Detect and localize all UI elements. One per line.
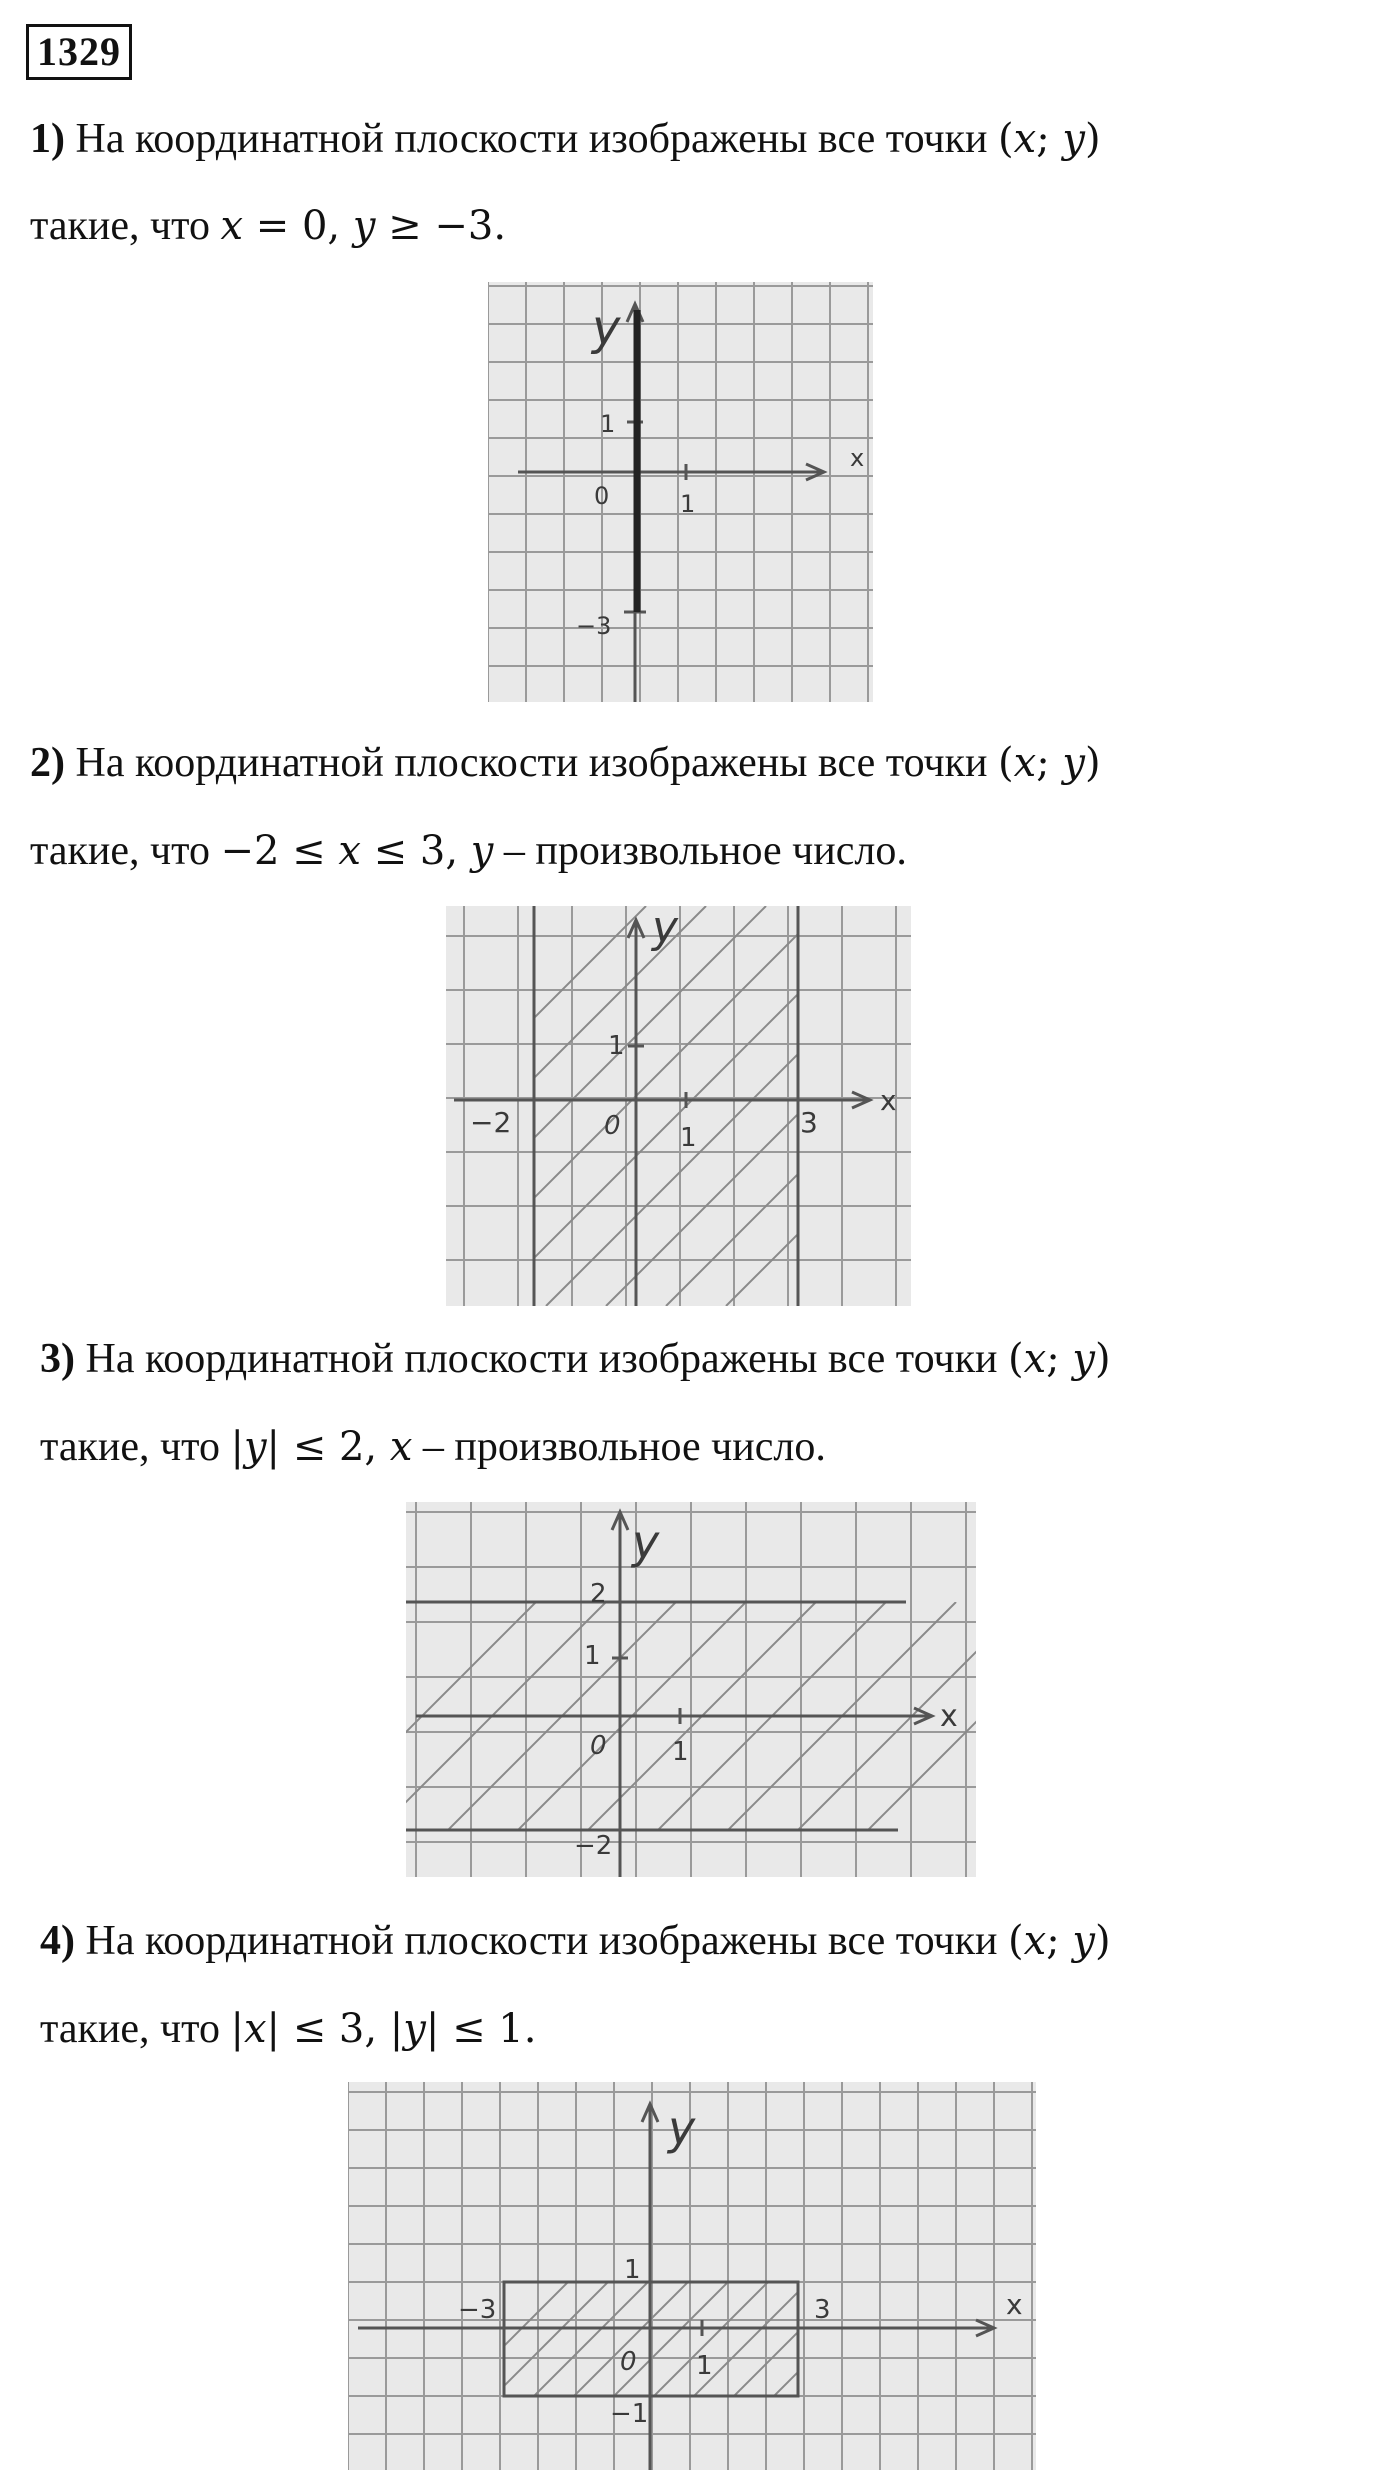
graph-2-origin: 0 (604, 1111, 621, 1141)
graph-3-x-label: x (940, 1699, 958, 1734)
part-3-prefix: такие, что (40, 1424, 231, 1470)
graph-2 (446, 906, 911, 1306)
graph-3 (406, 1502, 976, 1877)
graph-4-neg-x: −3 (458, 2295, 497, 2325)
part-1-condition: 𝑥 = 0, 𝑦 ≥ −3. (220, 203, 507, 249)
graph-4-neg-y: −1 (610, 2399, 649, 2429)
graph-1-tick-y: 1 (600, 410, 616, 438)
part-3-line-2 (40, 1426, 826, 1468)
part-1-index: 1) (30, 116, 65, 162)
part-1-prefix: такие, что (30, 203, 221, 249)
graph-4-tick-x: 1 (696, 2351, 713, 2381)
part-3-text: На координатной плоскости изображены все точки (85, 1336, 1009, 1382)
graph-2-neg-x: −2 (470, 1106, 512, 1139)
part-3-index: 3) (40, 1336, 75, 1382)
part-2-point: (𝑥; 𝑦) (998, 740, 1101, 786)
part-2-condition: −2 ≤ 𝑥 ≤ 3, 𝑦 (220, 828, 494, 874)
graph-2-tick-x: 1 (680, 1123, 697, 1153)
graph-2-x-label: x (880, 1084, 897, 1117)
part-1-point: (𝑥; 𝑦) (998, 116, 1101, 162)
part-4-line-1 (40, 1920, 1111, 1962)
graph-1-x-label: x (850, 444, 865, 472)
part-4-condition: |𝑥| ≤ 3, |𝑦| ≤ 1. (230, 2006, 537, 2052)
part-3-point: (𝑥; 𝑦) (1008, 1336, 1111, 1382)
graph-1-y-label: y (592, 300, 621, 356)
graph-3-tick-y: 1 (584, 1641, 601, 1671)
part-4-text: На координатной плоскости изображены все точки (85, 1918, 1009, 1964)
graph-3-tick-x: 1 (672, 1737, 689, 1767)
graph-3-y-label: y (632, 1515, 660, 1569)
graph-2-y-label: y (652, 906, 679, 953)
part-3-line-1 (40, 1338, 1111, 1380)
graph-3-pos-y: 2 (590, 1579, 607, 1609)
part-4-point: (𝑥; 𝑦) (1008, 1918, 1111, 1964)
graph-4-x-label: x (1006, 2288, 1023, 2321)
graph-4 (348, 2082, 1036, 2470)
part-3-condition: |𝑦| ≤ 2, 𝑥 (230, 1424, 413, 1470)
graph-2-pos-x: 3 (800, 1106, 818, 1139)
graph-4-origin: 0 (620, 2347, 637, 2377)
part-4-line-2 (40, 2008, 536, 2050)
graph-3-neg-y: −2 (574, 1831, 613, 1861)
part-2-text: На координатной плоскости изображены все точки (75, 740, 999, 786)
part-3-suffix: – произвольное число. (412, 1424, 826, 1470)
part-2-suffix: – произвольное число. (493, 828, 907, 874)
part-2-line-2 (30, 830, 907, 872)
graph-1-neg-y: −3 (576, 612, 612, 640)
part-1-line-2 (30, 205, 506, 247)
graph-1-tick-x: 1 (680, 490, 696, 518)
part-4-prefix: такие, что (40, 2006, 231, 2052)
part-1-line-1 (30, 118, 1101, 160)
part-2-index: 2) (30, 740, 65, 786)
graph-2-tick-y: 1 (608, 1031, 625, 1061)
graph-3-origin: 0 (590, 1731, 607, 1761)
graph-1-origin: 0 (594, 482, 610, 510)
part-4-index: 4) (40, 1918, 75, 1964)
part-2-line-1 (30, 742, 1101, 784)
graph-4-pos-x: 3 (814, 2295, 831, 2325)
graph-1 (488, 282, 873, 702)
graph-4-y-label: y (668, 2101, 696, 2155)
part-1-text: На координатной плоскости изображены все точки (75, 116, 999, 162)
part-2-prefix: такие, что (30, 828, 221, 874)
graph-4-tick-y: 1 (624, 2255, 641, 2285)
problem-number: 1329 (26, 24, 132, 80)
